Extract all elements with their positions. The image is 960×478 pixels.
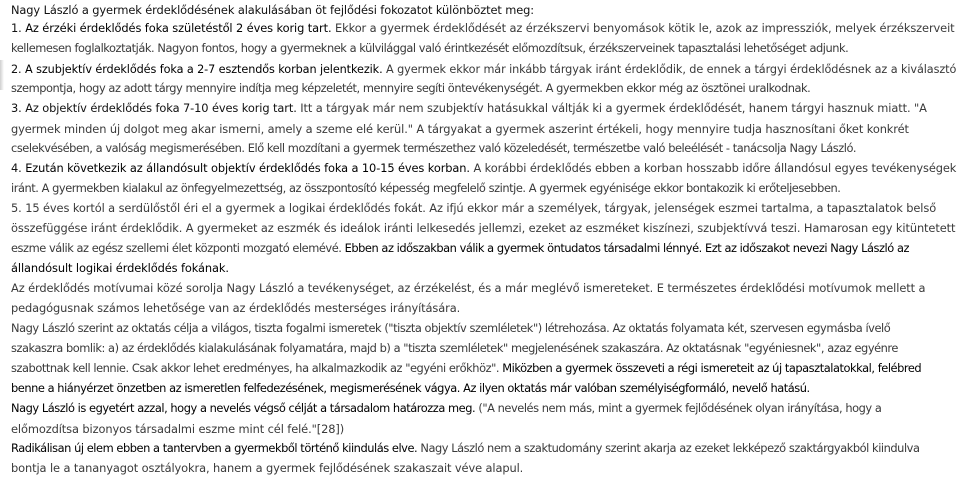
- text-line-21: [11, 398, 881, 418]
- text-segment: Az érzéki érdeklődés foka születéstől 2 éves korig tart.: [25, 21, 332, 35]
- text-line-1: [11, 0, 534, 20]
- text-segment: előmozdítsa bizonyos társadalmi eszme mint cél felé."[28]): [11, 422, 345, 436]
- text-segment: 3. Az objektív érdeklődés foka 7-10 éves korig tart.: [11, 101, 297, 115]
- text-line-18: [11, 338, 898, 358]
- text-line-13: [11, 238, 909, 258]
- text-segment: 5. 15 éves kortól a serdülőstől éri el a gyermek a logikai érdeklődés fokát. Az ifjú ekkor már a személyek, tárgyak, jelenségek eszmei tartalma, a tapasztalatok belső: [11, 201, 937, 215]
- text-segment: szakaszra bomlik: a) az érdeklődés kialakulásának folyamatára, majd b) a "tiszta szemléletek" megjelenésének szakaszára. Az oktatásnak "egyéniesnek", azaz egyénre: [11, 341, 898, 355]
- text-segment: 1.: [11, 21, 26, 35]
- text-line-3: [11, 38, 848, 58]
- text-segment: Nagy László nem a szaktudomány szerint akarja az ezeket lekképező szaktárgyakból kiindulva: [417, 441, 920, 455]
- text-segment: gyermek minden új dolgot meg akar ismerni, amely a szeme elé kerül." A tárgyakat a gyermek aszerint értékeli, hogy mennyire tudja hasznosítani őket konkrét: [11, 122, 909, 136]
- text-segment: Ebben az időszakban válik a gyermek öntudatos társadalmi lénnyé. Ezt az időszakot nevezi Nagy László az: [344, 241, 910, 255]
- text-segment: ("A nevelés nem más, mint a gyermek fejlődésének olyan irányítása, hogy a: [475, 401, 882, 415]
- text-segment: Ekkor a gyermek érdeklődését az érzékszervi benyomások kötik le, azok az impressziók, melyek érzékszerveit: [331, 21, 955, 35]
- text-segment: állandósult logikai érdeklődés fokának.: [11, 261, 229, 275]
- text-segment: iránt. A gyermekben kialakul az önfegyelmezettség, az összpontosító képesség megfelelő szintje. A gyermek egyénisége ekkor bontakozik ki erőteljesebben.: [11, 181, 841, 195]
- text-segment: szabottnak kell lennie. Csak akkor lehet eredményes, ha alkalmazkodik az "egyéni erőkhöz".: [11, 361, 503, 375]
- text-line-2: [11, 18, 955, 38]
- text-segment: Itt a tárgyak már nem szubjektív hatásukkal váltják ki a gyermek érdeklődését, hanem tárgyi hasznuk miatt. "A: [296, 101, 927, 115]
- text-line-4: [11, 59, 956, 79]
- text-segment: A szubjektív érdeklődés foka a 2-7 esztendős korban jelentkezik.: [25, 62, 383, 76]
- text-line-20: [11, 378, 810, 398]
- text-segment: Nagy László a gyermek érdeklődésének alakulásában öt fejlődési fokozatot különböztet meg:: [11, 3, 535, 17]
- text-line-9: [11, 158, 956, 178]
- text-segment: eszme válik az egész szellemi élet központi mozgató elemévé.: [11, 241, 345, 255]
- text-segment: összefüggése iránt érdeklődik. A gyermeket az eszmék és ideálok iránti lelkesedés jellemzi, ezeket az eszméket kiszínezi, szubjektívvá teszi. Hamarosan egy kitüntetett: [11, 221, 956, 235]
- text-segment: Az érdeklődés motívumai közé sorolja Nagy László a tevékenységet, az érzékelést, és a már meglévő ismereteket. E természetes érdeklődési motívumok mellett a: [11, 281, 926, 295]
- text-line-19: [11, 358, 921, 378]
- text-segment: Nagy László szerint az oktatás célja a világos, tiszta fogalmi ismeretek ("tiszta objektív szemléletek") létrehozása. Az oktatás folyamata két, szervesen egymásba ívelő: [11, 321, 891, 335]
- text-line-14: [11, 258, 229, 278]
- text-line-6: [11, 98, 927, 118]
- text-segment: Miközben a gyermek összeveti a régi ismereteit az új tapasztalatokkal, felébred: [502, 361, 922, 375]
- text-segment: A gyermek ekkor már inkább tárgyak iránt érdeklődik, de ennek a tárgyi érdeklődésnek az a kiválasztó: [382, 62, 957, 76]
- text-line-7: [11, 119, 909, 139]
- text-segment: cselekvésében, a valóság megismerésében. Elő kell mozdítani a gyermek természethez való közeledését, természetbe való beleélését - tanácsolja Nagy László.: [11, 141, 856, 155]
- text-segment: pedagógusnak számos lehetősége van az érdeklődés mesterséges irányítására.: [11, 301, 461, 315]
- text-line-5: [11, 78, 810, 98]
- page-edge-shadow: [0, 60, 4, 90]
- text-segment: benne a hiányérzet önzetben az ismeretlen felfedezésének, megismerésének vágya. Az ilyen oktatás már valóban személyiségformáló, nevelő hatású.: [11, 381, 810, 395]
- text-segment: Radikálisan új elem ebben a tantervben a gyermekből történő kiindulás elve.: [11, 441, 418, 455]
- text-line-17: [11, 318, 890, 338]
- text-segment: 2.: [11, 62, 26, 76]
- text-line-11: [11, 198, 936, 218]
- text-line-10: [11, 178, 840, 198]
- text-line-15: [11, 278, 925, 298]
- text-line-12: [11, 218, 955, 238]
- text-segment: Ezután következik az állandósult objektív érdeklődés foka a 10-15 éves korban.: [25, 161, 470, 175]
- text-line-22: [11, 419, 344, 439]
- text-segment: bontja le a tananyagot osztályokra, hanem a gyermek fejlődésének szakaszait véve alapul.: [11, 461, 524, 475]
- text-line-23: [11, 438, 919, 458]
- text-segment: Nagy László is egyetért azzal, hogy a nevelés végső célját a társadalom határozza meg.: [11, 401, 476, 415]
- text-line-8: [11, 138, 856, 158]
- text-segment: kellemesen foglalkoztatják. Nagyon fontos, hogy a gyermeknek a külvilággal való érintkezését előmozdítsuk, érzékszerveinek tapasztalási lehetőséget adjunk.: [11, 41, 849, 55]
- text-segment: szempontja, hogy az adott tárgy mennyire indítja meg képzeletét, mennyire segíti öntevékenységét. A gyermekben ekkor még az ösztönei uralkodnak.: [11, 81, 811, 95]
- text-line-16: [11, 298, 460, 318]
- text-segment: 4.: [11, 161, 26, 175]
- text-line-24: [11, 458, 523, 478]
- text-segment: A korábbi érdeklődés ebben a korban hosszabb időre állandósul egyes tevékenységek: [469, 161, 957, 175]
